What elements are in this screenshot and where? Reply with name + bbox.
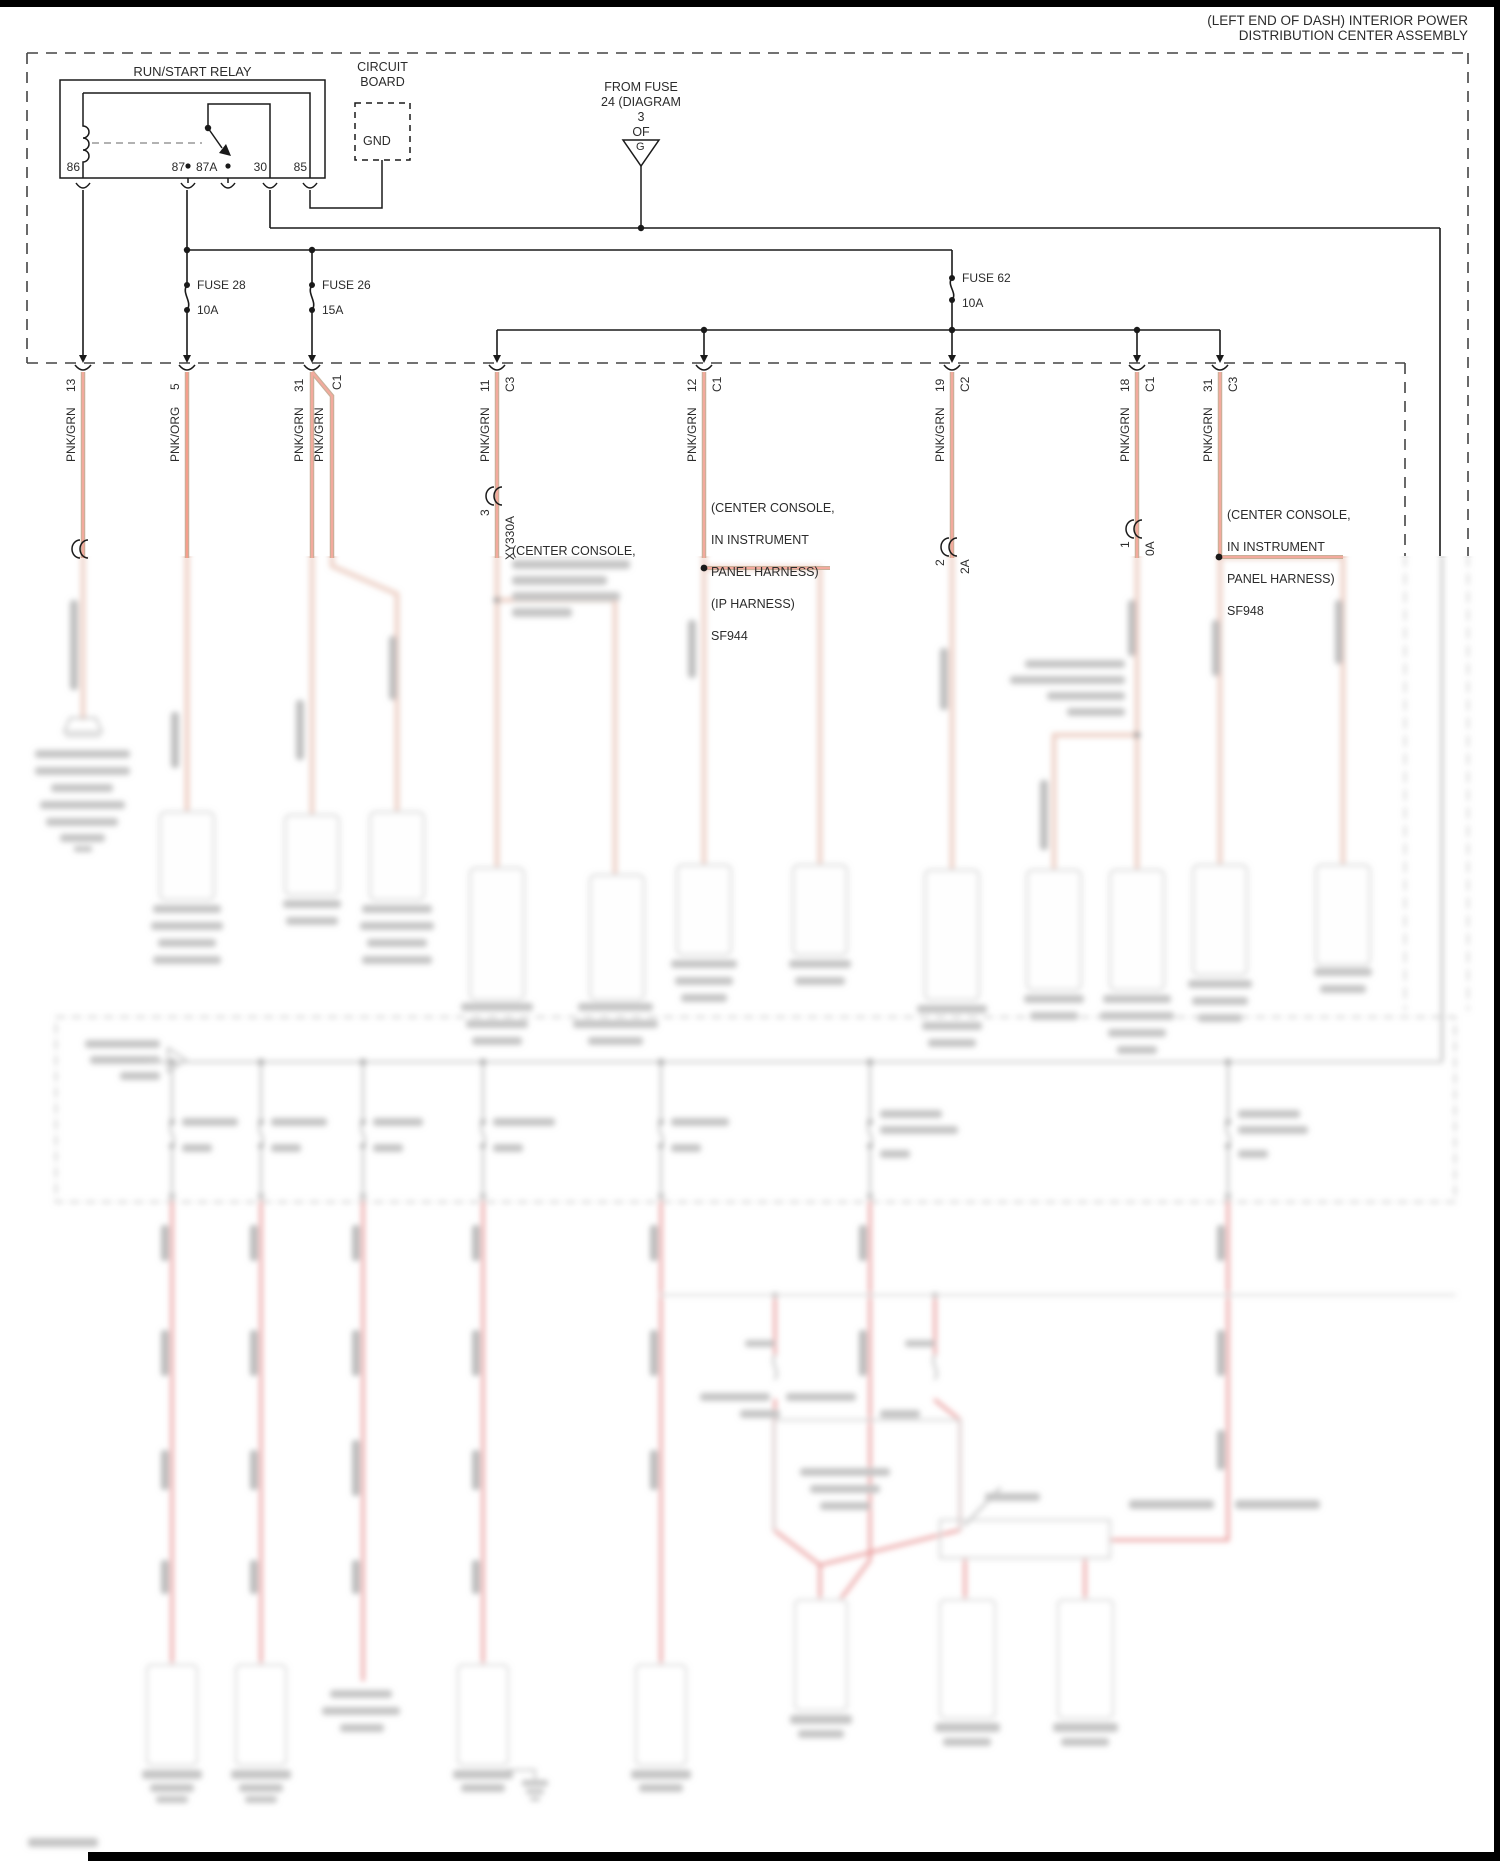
circuit-board-label (351, 60, 414, 90)
note-sf944-l3: PANEL HARNESS) (711, 565, 819, 579)
fuse28-rating: 10A (197, 303, 219, 317)
wire2-circuit: 5 (168, 383, 182, 390)
fuse62-name: FUSE 62 (962, 271, 1011, 285)
splice-xy330a-id: XY330A (503, 515, 517, 560)
from-fuse-line1: FROM FUSE (604, 80, 678, 94)
wire6-conn: C1 (710, 376, 724, 392)
wire7-conn: C2 (958, 376, 972, 392)
fuse-symbols (184, 275, 955, 313)
page-title-line1: (LEFT END OF DASH) INTERIOR POWER (1207, 13, 1468, 28)
gnd-label: GND (363, 134, 391, 148)
note-sf944-l4: (IP HARNESS) (711, 597, 795, 611)
relay-pin-86: 86 (66, 160, 80, 174)
relay-pin-sockets (76, 183, 317, 188)
splice-w8-id: 0A (1143, 541, 1157, 556)
splice-w8-pin: 1 (1118, 541, 1132, 548)
note-sf948-l1: (CENTER CONSOLE, (1227, 508, 1351, 522)
note-sf944-l5: SF944 (711, 629, 748, 643)
wire6-circuit: 12 (685, 378, 699, 392)
fuse28-name: FUSE 28 (197, 278, 246, 292)
from-fuse-line2: 24 (DIAGRAM (601, 95, 681, 109)
note-partial: (CENTER CONSOLE, (512, 544, 636, 558)
wire1-circuit: 13 (64, 378, 78, 392)
relay-pin-87: 87 (171, 160, 185, 174)
wire9-conn: C3 (1226, 376, 1240, 392)
relay-pin-87a: 87A (196, 160, 218, 174)
wire7-color: PNK/GRN (933, 407, 947, 462)
note-sf944 (711, 484, 835, 660)
wire3-color: PNK/GRN (292, 407, 306, 462)
wire4-conn: C1 (330, 374, 344, 390)
wire9-color: PNK/GRN (1201, 407, 1215, 462)
relay-pin-30: 30 (253, 160, 267, 174)
wire9-circuit: 31 (1201, 378, 1215, 392)
relay-title: RUN/START RELAY (133, 64, 252, 79)
pdc-assembly-border (27, 53, 1468, 556)
wire1-color: PNK/GRN (64, 407, 78, 462)
harness-wires (83, 372, 1220, 558)
fuse62-rating: 10A (962, 296, 984, 310)
wire2-color: PNK/ORG (168, 406, 182, 462)
splice-w7-pin: 2 (933, 559, 947, 566)
blurred-region (0, 556, 1500, 1861)
from-fuse-line3: 3 (637, 110, 645, 124)
splice-w7-id: 2A (958, 559, 972, 574)
wire6-color: PNK/GRN (685, 407, 699, 462)
wire8-color: PNK/GRN (1118, 407, 1132, 462)
boundary-sockets (75, 365, 1228, 370)
note-sf944-l1: (CENTER CONSOLE, (711, 501, 835, 515)
circuit-board-line2: BOARD (360, 75, 405, 89)
from-fuse-label (583, 80, 699, 140)
fuse26-name: FUSE 26 (322, 278, 371, 292)
note-sf948 (1227, 491, 1351, 635)
circuit-board-line1: CIRCUIT (357, 60, 408, 74)
splice-xy330a-pin: 3 (478, 509, 492, 516)
note-sf948-l2: IN INSTRUMENT (1227, 540, 1325, 554)
page-title (960, 13, 1468, 43)
from-fuse-line4: OF (632, 125, 650, 139)
fuse26-rating: 15A (322, 303, 344, 317)
wire5-circuit: 11 (478, 379, 492, 392)
wire3-circuit: 31 (292, 378, 306, 392)
note-sf948-l4: SF948 (1227, 604, 1264, 618)
boundary-arrows (79, 355, 1224, 363)
wire4-color: PNK/GRN (312, 407, 326, 462)
source-tag-g: G (636, 141, 645, 153)
wire5-color: PNK/GRN (478, 407, 492, 462)
page-title-line2: DISTRIBUTION CENTER ASSEMBLY (1238, 28, 1468, 43)
note-sf944-l2: IN INSTRUMENT (711, 533, 809, 547)
wire5-conn: C3 (503, 376, 517, 392)
wire8-conn: C1 (1143, 376, 1157, 392)
wire7-circuit: 19 (933, 378, 947, 392)
relay-pin-85: 85 (293, 160, 307, 174)
note-sf948-l3: PANEL HARNESS) (1227, 572, 1335, 586)
wire8-circuit: 18 (1118, 378, 1132, 392)
